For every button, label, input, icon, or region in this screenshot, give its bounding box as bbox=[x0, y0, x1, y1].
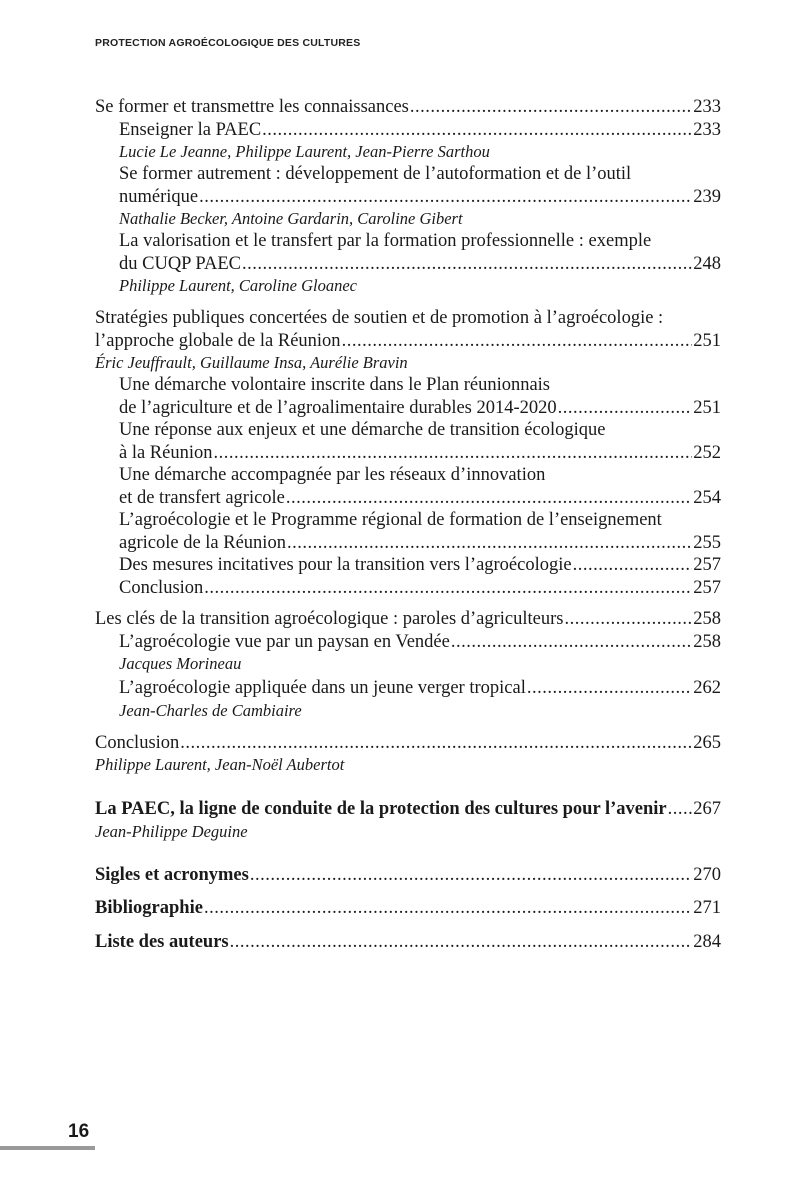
toc-entry-valorisation bbox=[95, 253, 721, 276]
dot-leader bbox=[214, 442, 693, 465]
toc-entry-paysan-vendee bbox=[95, 631, 721, 654]
running-header: PROTECTION AGROÉCOLOGIQUE DES CULTURES bbox=[95, 37, 361, 49]
toc-entry-page: 252 bbox=[693, 442, 721, 463]
toc-entry-title: de l’agriculture et de l’agroalimentaire durables 2014-2020 bbox=[119, 397, 557, 418]
toc-entry-se-former-autrement bbox=[95, 186, 721, 209]
toc-entry-title-line1: Stratégies publiques concertées de soutien et de promotion à l’agroécologie : bbox=[95, 308, 664, 328]
toc-entry-cles-transition bbox=[95, 608, 721, 631]
toc-entry-title-line1: L’agroécologie et le Programme régional de formation de l’enseignement bbox=[119, 510, 662, 530]
toc-entry-authors: Éric Jeuffrault, Guillaume Insa, Aurélie Bravin bbox=[95, 353, 408, 372]
toc-entry-page: 248 bbox=[693, 253, 721, 274]
toc-entry-authors: Lucie Le Jeanne, Philippe Laurent, Jean-Pierre Sarthou bbox=[119, 142, 490, 161]
toc-entry-title: agricole de la Réunion bbox=[119, 532, 286, 553]
toc-entry-enseigner bbox=[95, 119, 721, 142]
toc-entry-page: 251 bbox=[693, 330, 721, 351]
dot-leader bbox=[668, 798, 693, 821]
toc-entry-title: l’approche globale de la Réunion bbox=[95, 330, 341, 351]
toc-entry-strategies bbox=[95, 330, 721, 353]
dot-leader bbox=[573, 554, 693, 577]
page-number-rule bbox=[0, 1146, 95, 1150]
toc-entry-title-line1: La valorisation et le transfert par la formation professionnelle : exemple bbox=[119, 231, 652, 251]
toc-entry-mesures-incitatives bbox=[95, 554, 721, 577]
toc-entry-title: Se former et transmettre les connaissances bbox=[95, 97, 409, 117]
dot-leader bbox=[204, 897, 692, 920]
dot-leader bbox=[204, 577, 692, 600]
dot-leader bbox=[262, 119, 692, 142]
toc-entry-authors: Jean-Charles de Cambiaire bbox=[119, 700, 302, 720]
dot-leader bbox=[286, 487, 692, 510]
toc-entry-authors: Jean-Philippe Deguine bbox=[95, 821, 248, 841]
toc-entry-title: Enseigner la PAEC bbox=[119, 119, 262, 140]
dot-leader bbox=[451, 631, 692, 654]
dot-leader bbox=[242, 253, 692, 276]
toc-entry-page: 271 bbox=[693, 898, 721, 918]
dot-leader bbox=[287, 532, 692, 555]
toc-entry-title: Conclusion bbox=[95, 732, 180, 753]
toc-entry-bibliographie bbox=[95, 897, 721, 920]
toc-entry-se-former bbox=[95, 96, 721, 119]
toc-entry-authors: Jacques Morineau bbox=[119, 654, 242, 673]
toc-entry-title-line1: Une réponse aux enjeux et une démarche de transition écologique bbox=[119, 420, 606, 440]
toc-entry-page: 258 bbox=[693, 631, 721, 652]
toc-entry-page: 267 bbox=[693, 799, 721, 819]
toc-entry-title: à la Réunion bbox=[119, 442, 213, 463]
toc-entry-title: Sigles et acronymes bbox=[95, 864, 249, 885]
toc-entry-authors: Philippe Laurent, Caroline Gloanec bbox=[119, 276, 358, 295]
toc-entry-title: du CUQP PAEC bbox=[119, 253, 242, 274]
dot-leader bbox=[180, 732, 692, 755]
dot-leader bbox=[199, 186, 692, 209]
dot-leader bbox=[410, 96, 692, 119]
toc-entry-title: Liste des auteurs bbox=[95, 931, 229, 952]
toc-entry-page: 239 bbox=[693, 186, 721, 207]
dot-leader bbox=[558, 397, 693, 420]
toc-entry-page: 255 bbox=[693, 532, 721, 553]
dot-leader bbox=[527, 677, 692, 700]
toc-entry-title-line1: Une démarche volontaire inscrite dans le Plan réunionnais bbox=[119, 375, 551, 395]
dot-leader bbox=[342, 330, 693, 353]
toc-entry-liste-auteurs bbox=[95, 931, 721, 954]
toc-entry-authors: Nathalie Becker, Antoine Gardarin, Caroline Gibert bbox=[119, 209, 463, 228]
toc-entry-title: numérique bbox=[119, 186, 199, 207]
dot-leader bbox=[565, 608, 693, 631]
toc-entry-title: Les clés de la transition agroécologique : paroles d’agriculteurs bbox=[95, 609, 564, 629]
toc-entry-page: 284 bbox=[693, 931, 721, 952]
toc-entry-demarche-volontaire bbox=[95, 397, 721, 420]
dot-leader bbox=[250, 864, 692, 887]
toc-entry-page: 233 bbox=[693, 97, 721, 117]
toc-entry-reponse-enjeux bbox=[95, 442, 721, 465]
toc-entry-page: 270 bbox=[693, 864, 721, 885]
toc-entry-title: et de transfert agricole bbox=[119, 487, 285, 508]
toc-entry-page: 251 bbox=[693, 397, 721, 418]
toc-entry-conclusion bbox=[95, 732, 721, 755]
toc-entry-title: Conclusion bbox=[119, 577, 204, 598]
toc-entry-title: Bibliographie bbox=[95, 898, 203, 918]
toc-entry-conclusion-sub bbox=[95, 577, 721, 600]
toc-entry-title-line1: Se former autrement : développement de l’autoformation et de l’outil bbox=[119, 164, 632, 184]
toc-entry-title-line1: Une démarche accompagnée par les réseaux d’innovation bbox=[119, 465, 546, 485]
toc-entry-title: Des mesures incitatives pour la transition vers l’agroécologie bbox=[119, 555, 572, 575]
toc-entry-page: 262 bbox=[693, 678, 721, 698]
toc-entry-page: 233 bbox=[693, 119, 721, 140]
toc-entry-paec-ligne bbox=[95, 798, 721, 821]
toc-entry-title: L’agroécologie appliquée dans un jeune verger tropical bbox=[119, 678, 526, 698]
toc-entry-page: 258 bbox=[693, 609, 721, 629]
toc-entry-authors: Philippe Laurent, Jean-Noël Aubertot bbox=[95, 755, 345, 774]
toc-entry-sigles bbox=[95, 864, 721, 887]
page-number: 16 bbox=[68, 1121, 90, 1142]
dot-leader bbox=[230, 931, 693, 954]
toc-entry-page: 257 bbox=[693, 577, 721, 598]
table-of-contents bbox=[95, 96, 721, 953]
toc-entry-page: 257 bbox=[693, 555, 721, 575]
toc-entry-programme-regional bbox=[95, 532, 721, 555]
toc-entry-title: L’agroécologie vue par un paysan en Vendée bbox=[119, 631, 450, 652]
toc-entry-verger-tropical bbox=[95, 677, 721, 700]
toc-entry-title: La PAEC, la ligne de conduite de la protection des cultures pour l’avenir bbox=[95, 799, 667, 819]
toc-entry-page: 254 bbox=[693, 487, 721, 508]
toc-entry-page: 265 bbox=[693, 732, 721, 753]
toc-entry-demarche-accompagnee bbox=[95, 487, 721, 510]
